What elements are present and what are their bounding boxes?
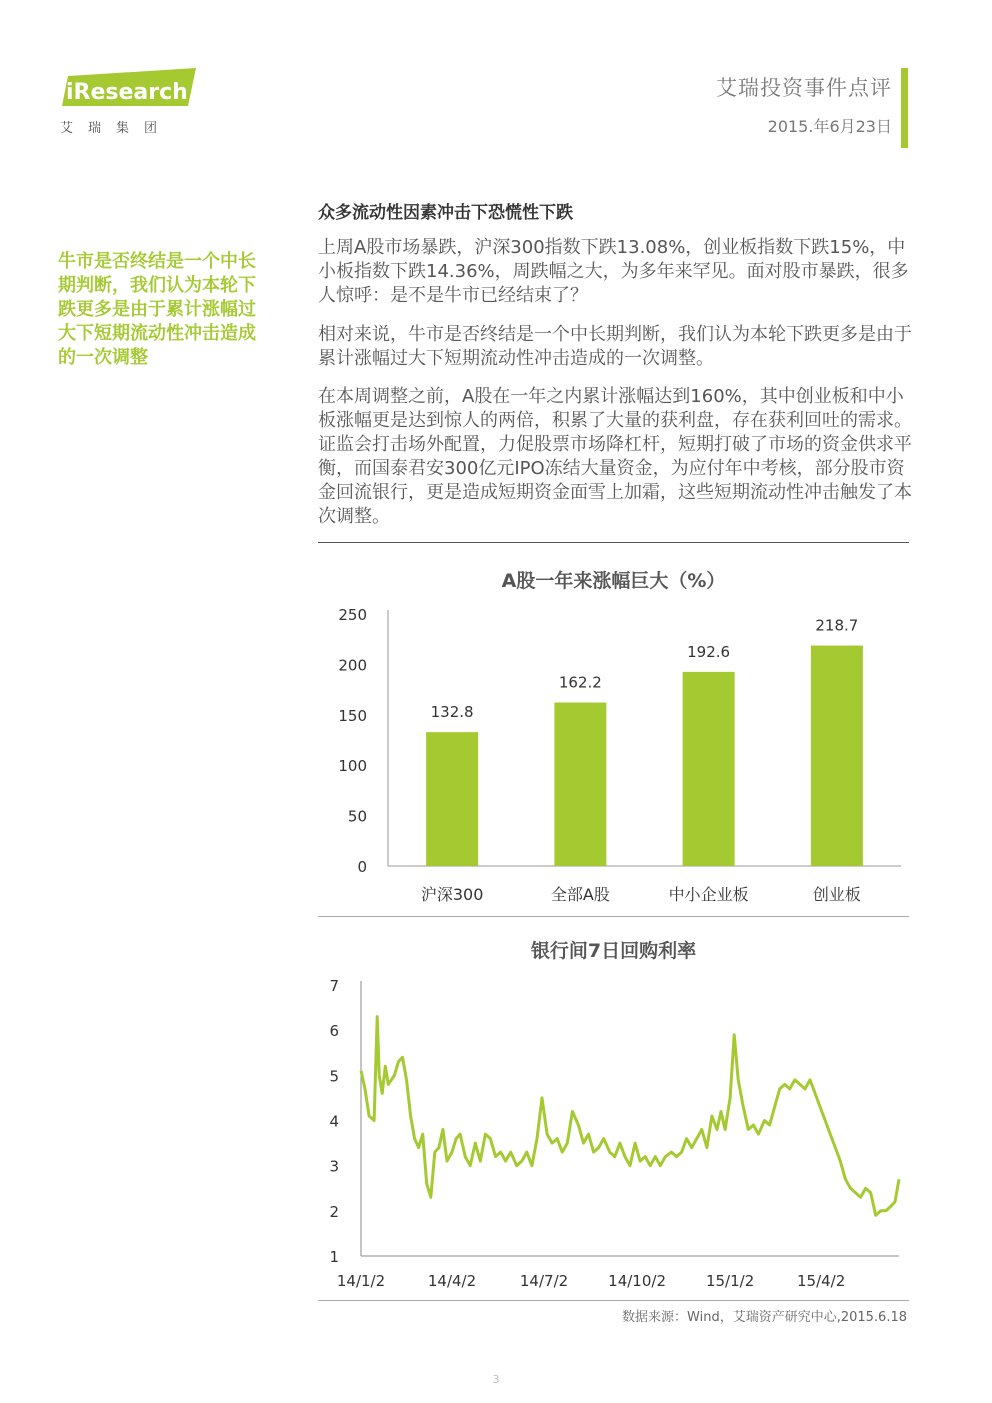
bar-chart-value-label: 192.6: [687, 642, 731, 661]
line-chart-title: 银行间7日回购利率: [530, 940, 697, 962]
logo-mark: [58, 66, 198, 110]
line-chart-y-tick-label: 1: [329, 1248, 339, 1266]
report-title: 艾瑞投资事件点评: [716, 76, 892, 100]
bar-chart-bar: [683, 672, 735, 866]
page-number: 3: [492, 1373, 500, 1386]
logo-subtitle: 艾瑞集团: [60, 121, 173, 136]
bar-chart-category-label: 中小企业板: [668, 885, 749, 904]
bar-chart-value-label: 132.8: [430, 703, 474, 722]
bar-chart-category-label: 全部A股: [550, 885, 610, 904]
line-chart-y-tick-label: 5: [329, 1067, 339, 1086]
bar-chart: [318, 598, 909, 910]
line-chart-x-tick-label: 14/4/2: [427, 1272, 477, 1290]
line-chart-y-tick-label: 6: [329, 1022, 339, 1041]
side-quote: 牛市是否终结是一个中长期判断，我们认为本轮下跌更多是由于累计涨幅过大下短期流动性冲击造成的一次调整: [58, 251, 256, 368]
line-chart-x-tick-label: 15/1/2: [705, 1272, 755, 1290]
bar-chart-y-tick-label: 100: [338, 757, 367, 776]
bar-chart-y-tick-label: 50: [347, 807, 367, 826]
bar-chart-value-label: 218.7: [815, 616, 859, 635]
data-source-note: 数据来源：Wind，艾瑞资产研究中心,2015.6.18: [622, 1310, 907, 1325]
article-paragraph-3: 在本周调整之前，A股在一年之内累计涨幅达到160%，其中创业板和中小板涨幅更是达到惊人的两倍，积累了大量的获利盘，存在获利回吐的需求。证监会打击场外配置，力促股票市场降杠杆，短期打破了市场的资金供求平衡，而国泰君安300亿元IPO冻结大量资金，为应付年中考核，部分股市资金回流银行，更是造成短期资金面雪上加霜，这些短期流动性冲击触发了本次调整。: [318, 386, 912, 527]
divider-bottom: [318, 1300, 909, 1301]
divider-middle: [318, 916, 909, 917]
bar-chart-bar: [811, 646, 863, 866]
bar-chart-y-tick-label: 250: [338, 606, 367, 624]
article-paragraph-1: 上周A股市场暴跌，沪深300指数下跌13.08%，创业板指数下跌15%，中小板指数下跌14.36%，周跌幅之大，为多年来罕见。面对股市暴跌，很多人惊呼：是不是牛市已经结束了？: [318, 237, 909, 306]
line-chart-y-tick-label: 4: [329, 1112, 339, 1131]
line-chart-y-tick-label: 7: [329, 977, 339, 995]
line-chart: [318, 972, 909, 1294]
bar-chart-category-label: 沪深300: [420, 885, 484, 904]
line-chart-x-tick-label: 14/10/2: [608, 1272, 666, 1290]
article-paragraph-2: 相对来说，牛市是否终结是一个中长期判断，我们认为本轮下跌更多是由于累计涨幅过大下短期流动性冲击造成的一次调整。: [318, 324, 912, 369]
logo-text: iResearch: [66, 80, 188, 105]
bar-chart-y-tick-label: 150: [338, 706, 367, 725]
line-chart-series-line: [361, 1017, 899, 1216]
bar-chart-bar: [426, 732, 478, 866]
line-chart-y-tick-label: 2: [329, 1202, 339, 1221]
header-accent-bar: [901, 68, 908, 148]
bar-chart-y-tick-label: 0: [357, 858, 367, 876]
divider-top: [318, 542, 909, 543]
line-chart-x-tick-label: 14/1/2: [336, 1272, 386, 1290]
bar-chart-value-label: 162.2: [558, 673, 602, 692]
report-date: 2015.年6月23日: [767, 117, 892, 136]
bar-chart-y-tick-label: 200: [338, 656, 367, 675]
bar-chart-category-label: 创业板: [812, 885, 861, 904]
line-chart-x-tick-label: 15/4/2: [796, 1272, 846, 1290]
line-chart-y-tick-label: 3: [329, 1157, 339, 1176]
article-heading: 众多流动性因素冲击下恐慌性下跌: [318, 203, 573, 223]
bar-chart-bar: [554, 703, 606, 866]
line-chart-x-tick-label: 14/7/2: [519, 1272, 569, 1290]
iresearch-logo: [58, 66, 198, 110]
bar-chart-title: A股一年来涨幅巨大（%）: [501, 570, 726, 592]
